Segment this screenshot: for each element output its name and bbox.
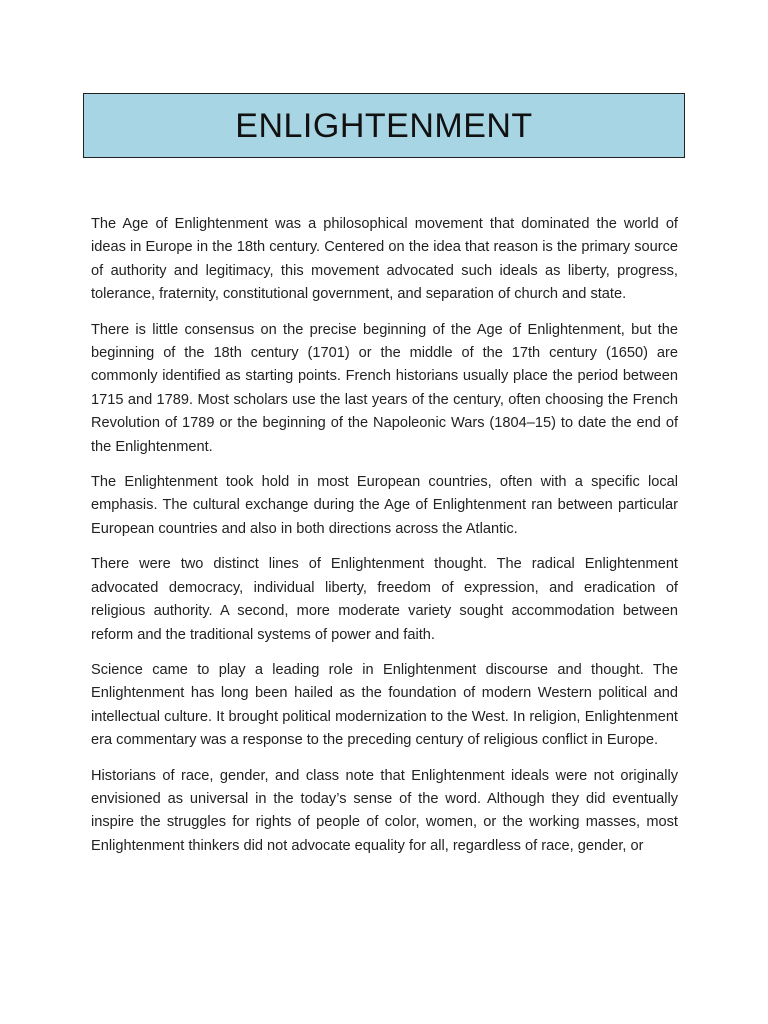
paragraph-dating: There is little consensus on the precise beginning of the Age of Enlightenment, but the beginning of the 18th century (1701) or the middle of the 17th century (1650) are commonly identified as starting points. French historians usually place the period between 1715 and 1789. Most scholars use the last years of the century, often choosing the French Revolution of 1789 or the beginning of the Napoleonic Wars (1804–15) to date the end of the Enlightenment.: [91, 321, 678, 455]
document-title: ENLIGHTENMENT: [235, 106, 533, 145]
paragraph-lines-of-thought: There were two distinct lines of Enlightenment thought. The radical Enlightenment advocated democracy, individual liberty, freedom of expression, and eradication of religious authority. A second, more moderate variety sought accommodation between reform and the traditional systems of power and faith.: [91, 556, 678, 643]
paragraph-spread: The Enlightenment took hold in most European countries, often with a specific local emphasis. The cultural exchange during the Age of Enlightenment ran between particular European countries and also in both directions across the Atlantic.: [91, 474, 678, 537]
title-banner: [83, 93, 685, 158]
paragraph-science: Science came to play a leading role in Enlightenment discourse and thought. The Enlightenment has long been hailed as the foundation of modern Western political and intellectual culture. It brought political modernization to the West. In religion, Enlightenment era commentary was a response to the preceding century of religious conflict in Europe.: [91, 661, 678, 749]
document-body: [91, 213, 678, 870]
paragraph-historians: Historians of race, gender, and class note that Enlightenment ideals were not originally envisioned as universal in the today’s sense of the word. Although they did eventually inspire the struggles for rights of people of color, women, or the working masses, most Enlightenment thinkers did not advocate equality for all, regardless of race, gender, or: [91, 767, 678, 854]
paragraph-definition: The Age of Enlightenment was a philosophical movement that dominated the world of ideas in Europe in the 18th century. Centered on the idea that reason is the primary source of authority and legitimacy, this movement advocated such ideals as liberty, progress, tolerance, fraternity, constitutional government, and separation of church and state.: [91, 216, 678, 303]
